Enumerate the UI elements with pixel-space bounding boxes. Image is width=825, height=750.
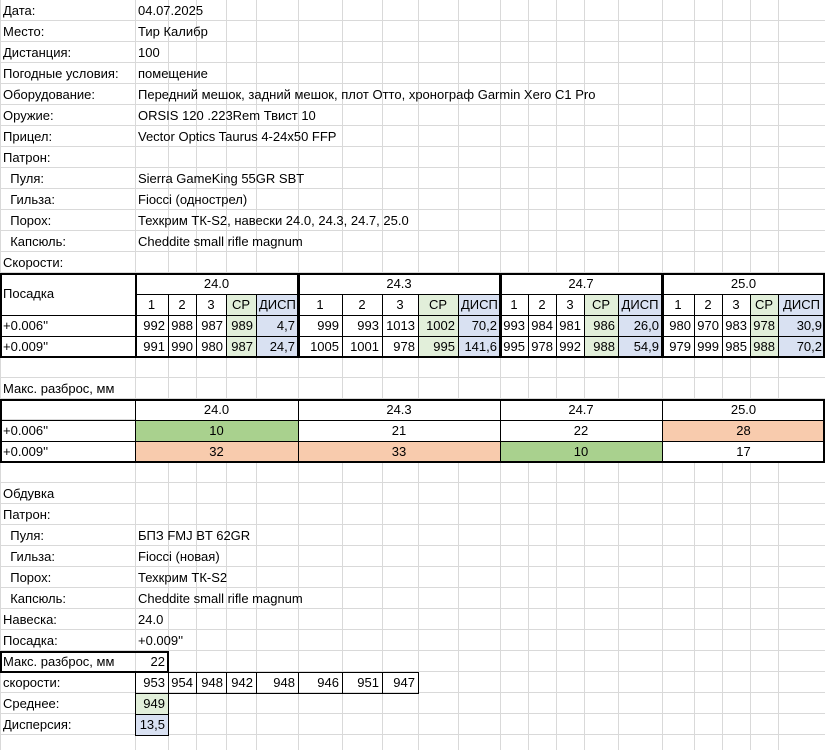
speed-cell[interactable]: 981	[556, 315, 584, 336]
spread-cell[interactable]: 17	[662, 441, 825, 462]
blow-info-label[interactable]: Навеска:	[3, 612, 57, 627]
spread-cell[interactable]: 10	[500, 441, 662, 462]
blow-speed-cell[interactable]: 942	[231, 675, 253, 690]
blow-speed-cell[interactable]: 948	[201, 675, 223, 690]
blow-speed-cell[interactable]: 948	[273, 675, 295, 690]
shot-header[interactable]: 3	[196, 294, 226, 315]
shot-header[interactable]: СР	[750, 294, 778, 315]
speed-cell[interactable]: 995	[500, 336, 528, 357]
info-label[interactable]: Место:	[3, 24, 45, 39]
spread-cell[interactable]: 33	[298, 441, 500, 462]
speed-cell[interactable]: 978	[382, 336, 418, 357]
info-label[interactable]: Порох:	[3, 213, 52, 228]
info-value[interactable]: Vector Optics Taurus 4-24x50 FFP	[138, 129, 337, 144]
shot-header[interactable]: 1	[135, 294, 168, 315]
speed-cell[interactable]: 70,2	[458, 315, 500, 336]
info-label[interactable]: Дата:	[3, 3, 36, 18]
blow-speed-cell[interactable]: 946	[317, 675, 339, 690]
spread-charge-header[interactable]: 24.3	[298, 399, 500, 420]
shot-header[interactable]: ДИСП	[458, 294, 500, 315]
speed-cell[interactable]: 141,6	[458, 336, 500, 357]
speed-cell[interactable]: 978	[750, 315, 778, 336]
spread-cell[interactable]: 28	[662, 420, 825, 441]
speed-cell[interactable]: 987	[226, 336, 256, 357]
info-label[interactable]: Дистанция:	[3, 45, 72, 60]
info-label[interactable]: Оружие:	[3, 108, 54, 123]
speed-cell[interactable]: 30,9	[778, 315, 825, 336]
spread-cell[interactable]: 22	[500, 420, 662, 441]
shot-header[interactable]: 1	[500, 294, 528, 315]
shot-header[interactable]: 2	[342, 294, 382, 315]
blow-info-value[interactable]: Техкрим ТК-S2	[138, 570, 228, 585]
info-value[interactable]: Передний мешок, задний мешок, плот Отто, хронограф Garmin Xero C1 Pro	[138, 87, 596, 102]
info-label[interactable]: Оборудование:	[3, 87, 96, 102]
blow-info-label[interactable]: Гильза:	[3, 549, 55, 564]
charge-header[interactable]: 24.0	[135, 273, 298, 294]
speed-cell[interactable]: 988	[168, 315, 196, 336]
blow-speed-cell[interactable]: 951	[357, 675, 379, 690]
spread-seat-label[interactable]: +0.009''	[0, 441, 135, 462]
blow-disp-value[interactable]: 13,5	[135, 714, 168, 735]
info-value[interactable]: Тир Калибр	[138, 24, 208, 39]
shot-header[interactable]: 2	[528, 294, 556, 315]
info-value[interactable]: Техкрим ТК-S2, навески 24.0, 24.3, 24.7, 25.0	[138, 213, 409, 228]
speed-cell[interactable]: 995	[418, 336, 458, 357]
speed-cell[interactable]: 991	[135, 336, 168, 357]
speed-cell[interactable]: 1001	[342, 336, 382, 357]
shot-header[interactable]: ДИСП	[256, 294, 298, 315]
speed-cell[interactable]: 988	[750, 336, 778, 357]
speed-cell[interactable]: 992	[556, 336, 584, 357]
spread-cell[interactable]: 10	[135, 420, 298, 441]
speed-cell[interactable]: 980	[196, 336, 226, 357]
speed-cell[interactable]: 26,0	[618, 315, 662, 336]
blow-speed-cell[interactable]: 954	[171, 675, 193, 690]
seat-label[interactable]: +0.006''	[0, 315, 135, 336]
speed-cell[interactable]: 979	[662, 336, 694, 357]
charge-header[interactable]: 24.7	[500, 273, 662, 294]
speed-cell[interactable]: 990	[168, 336, 196, 357]
spread-charge-header[interactable]: 24.7	[500, 399, 662, 420]
info-value[interactable]: Fiocci (однострел)	[138, 192, 248, 207]
speed-cell[interactable]: 980	[662, 315, 694, 336]
shot-header[interactable]: 3	[382, 294, 418, 315]
blow-speed-cell[interactable]: 947	[393, 675, 415, 690]
info-value[interactable]: Cheddite small rifle magnum	[138, 234, 303, 249]
spread-charge-header[interactable]: 24.0	[135, 399, 298, 420]
blow-title[interactable]: Обдувка	[3, 486, 55, 501]
speed-cell[interactable]: 987	[196, 315, 226, 336]
speed-cell[interactable]: 988	[584, 336, 618, 357]
info-value[interactable]: ORSIS 120 .223Rem Твист 10	[138, 108, 316, 123]
info-value[interactable]: 04.07.2025	[138, 3, 204, 18]
info-label[interactable]: Прицел:	[3, 129, 53, 144]
speed-cell[interactable]: 992	[135, 315, 168, 336]
spread-seat-label[interactable]: +0.006''	[0, 420, 135, 441]
blow-avg-label[interactable]: Среднее:	[3, 696, 60, 711]
shot-header[interactable]: СР	[584, 294, 618, 315]
shot-header[interactable]: ДИСП	[778, 294, 825, 315]
speed-cell[interactable]: 24,7	[256, 336, 298, 357]
speed-cell[interactable]: 983	[722, 315, 750, 336]
seat-header[interactable]: Посадка	[0, 273, 135, 315]
info-label[interactable]: Погодные условия:	[3, 66, 119, 81]
info-label[interactable]: Скорости:	[3, 255, 64, 270]
charge-header[interactable]: 25.0	[662, 273, 825, 294]
speed-cell[interactable]: 989	[226, 315, 256, 336]
blow-disp-label[interactable]: Дисперсия:	[3, 717, 72, 732]
blow-info-label[interactable]: Посадка:	[3, 633, 58, 648]
blow-info-value[interactable]: БПЗ FMJ BT 62GR	[138, 528, 251, 543]
spread-charge-header[interactable]: 25.0	[662, 399, 825, 420]
shot-header[interactable]: 3	[556, 294, 584, 315]
charge-header[interactable]: 24.3	[298, 273, 500, 294]
speed-cell[interactable]: 54,9	[618, 336, 662, 357]
blow-avg-value[interactable]: 949	[135, 693, 168, 714]
info-label[interactable]: Патрон:	[3, 150, 51, 165]
speed-cell[interactable]: 1013	[382, 315, 418, 336]
blow-info-value[interactable]: +0.009''	[138, 633, 184, 648]
seat-label[interactable]: +0.009''	[0, 336, 135, 357]
speed-cell[interactable]: 984	[528, 315, 556, 336]
shot-header[interactable]: СР	[226, 294, 256, 315]
shot-header[interactable]: 2	[168, 294, 196, 315]
speed-cell[interactable]: 999	[298, 315, 342, 336]
shot-header[interactable]: 1	[298, 294, 342, 315]
shot-header[interactable]: 3	[722, 294, 750, 315]
speed-cell[interactable]: 999	[694, 336, 722, 357]
blow-info-value[interactable]: 24.0	[138, 612, 164, 627]
info-value[interactable]: 100	[138, 45, 160, 60]
blow-info-value[interactable]: Cheddite small rifle magnum	[138, 591, 303, 606]
blow-info-label[interactable]: Порох:	[3, 570, 52, 585]
blow-spread-value[interactable]: 22	[150, 654, 165, 669]
speed-cell[interactable]: 993	[500, 315, 528, 336]
spread-title[interactable]: Макс. разброс, мм	[3, 381, 115, 396]
speed-cell[interactable]: 985	[722, 336, 750, 357]
blow-info-label[interactable]: Пуля:	[3, 528, 45, 543]
info-label[interactable]: Пуля:	[3, 171, 45, 186]
info-label[interactable]: Гильза:	[3, 192, 55, 207]
speed-cell[interactable]: 993	[342, 315, 382, 336]
speed-cell[interactable]: 1005	[298, 336, 342, 357]
shot-header[interactable]: ДИСП	[618, 294, 662, 315]
speed-cell[interactable]: 978	[528, 336, 556, 357]
blow-spread-label[interactable]: Макс. разброс, мм	[3, 654, 115, 669]
spread-cell[interactable]: 21	[298, 420, 500, 441]
shot-header[interactable]: 2	[694, 294, 722, 315]
speed-cell[interactable]: 4,7	[256, 315, 298, 336]
spread-cell[interactable]: 32	[135, 441, 298, 462]
blow-info-label[interactable]: Патрон:	[3, 507, 51, 522]
shot-header[interactable]: 1	[662, 294, 694, 315]
blow-info-value[interactable]: Fiocci (новая)	[138, 549, 220, 564]
speed-cell[interactable]: 1002	[418, 315, 458, 336]
blow-speed-cell[interactable]: 953	[143, 675, 165, 690]
blow-info-label[interactable]: Капсюль:	[3, 591, 67, 606]
info-value[interactable]: Sierra GameKing 55GR SBT	[138, 171, 305, 186]
speed-cell[interactable]: 70,2	[778, 336, 825, 357]
info-label[interactable]: Капсюль:	[3, 234, 67, 249]
shot-header[interactable]: СР	[418, 294, 458, 315]
blow-speeds-label[interactable]: скорости:	[3, 675, 61, 690]
speed-cell[interactable]: 986	[584, 315, 618, 336]
speed-cell[interactable]: 970	[694, 315, 722, 336]
info-value[interactable]: помещение	[138, 66, 208, 81]
